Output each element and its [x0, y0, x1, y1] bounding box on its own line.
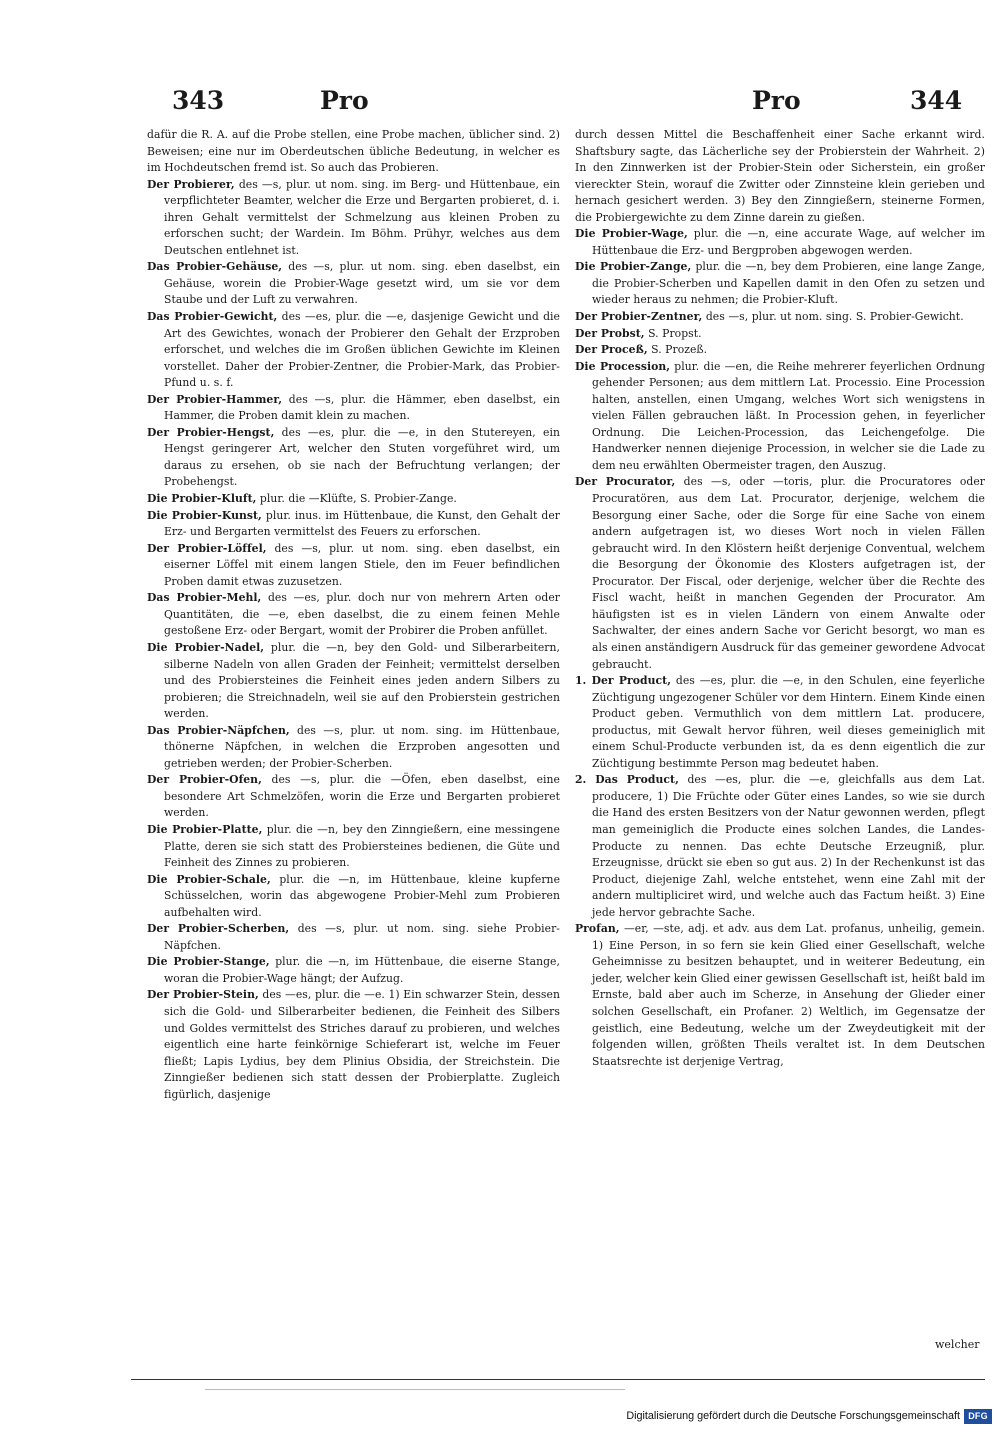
entry-text: S. Prozeß.: [647, 343, 708, 357]
entry-text: des —es, plur. die —e, in den Stutereyen, ein Hengst geringerer Art, welcher den Stuten vorgeführet wird, um daraus zu ersehen, ob sie nach der Befruchtung verlangen; der Probehengst.: [164, 425, 560, 489]
dictionary-entry: [147, 772, 560, 822]
entry-text: des —s, plur. ut nom. sing. siehe Probier-Näpfchen.: [164, 922, 561, 952]
dictionary-entry: [147, 822, 560, 872]
dictionary-entry: [147, 723, 560, 773]
entry-headword: Die Probier-Nadel,: [147, 640, 265, 654]
entry-headword: 1. Der Product,: [575, 674, 671, 688]
entry-headword: Die Procession,: [575, 359, 671, 373]
dictionary-entry: [147, 177, 560, 260]
entry-text: S. Propst.: [644, 326, 702, 340]
dictionary-entry: [575, 309, 985, 326]
entry-headword: Der Probier-Stein,: [147, 988, 259, 1002]
entry-headword: Die Probier-Wage,: [575, 227, 688, 241]
dictionary-entry: [147, 640, 560, 723]
dictionary-entry: [147, 541, 560, 591]
dictionary-entry: [147, 872, 560, 922]
entry-headword: Die Probier-Kunst,: [147, 508, 262, 522]
entry-headword: Das Probier-Gewicht,: [147, 310, 278, 324]
entry-text: des —s, plur. ut nom. sing. eben daselbst, ein eiserner Löffel mit einem langen Stiele, den im Feuer befindlichen Proben damit etwas zuzusetzen.: [164, 541, 560, 588]
dictionary-entry: [575, 772, 985, 921]
dictionary-entry: [575, 342, 985, 359]
entry-headword: Die Probier-Platte,: [147, 822, 263, 836]
dictionary-entry: [147, 425, 560, 491]
entry-text: des —es, plur. die —e, dasjenige Gewicht und die Art des Gewichtes, wonach der Probierer den Gehalt der Erzproben erforschet, und welches die im Großen üblichen Gewichte im Kleinen vorstellet. Daher der Probier-Zentner, die Probier-Mark, das Probier-Pfund u. s. f.: [164, 310, 560, 390]
entry-headword: Der Probier-Hammer,: [147, 392, 283, 406]
page-rule-faint: [205, 1389, 625, 1390]
entry-text: plur. die —n, im Hüttenbaue, kleine kupferne Schüsselchen, worin das abgewogene Probier-Mehl zum Probieren aufbehalten wird.: [164, 872, 561, 919]
footer: [0, 1408, 1000, 1430]
entry-headword: Das Probier-Gehäuse,: [147, 260, 283, 274]
running-head-right: Pro: [752, 86, 801, 115]
entry-text: des —s, plur. ut nom. sing. im Hüttenbaue, thönerne Näpfchen, in welchen die Erzproben angesotten und getrieben werden; der Probier-Scherben.: [164, 723, 561, 770]
dictionary-entry: [575, 359, 985, 475]
entry-text: des —s, plur. die Hämmer, eben daselbst, ein Hammer, die Proben damit klein zu machen.: [164, 392, 560, 423]
entry-text: des —es, plur. die —e, gleichfalls aus dem Lat. producere, 1) Die Früchte oder Güter eines Landes, so wie sie durch die Hand des ersten Besitzers von der Natur gewonnen werden, pflegt man gemeiniglich die Producte eines solchen Landes, die Landes-Producte zu nennen. Das echte Deutsche Erzeugniß, plur. Erzeugnisse, drückt sie eben so gut aus. 2) In der Rechenkunst ist das Product, diejenige Zahl, welche entstehet, wenn eine Zahl mit der andern multipliciret wird, und welche auch das Factum heißt. 3) Eine jede hervor gebrachte Sache.: [592, 773, 985, 919]
dictionary-entry: [147, 392, 560, 425]
dictionary-entry: [147, 590, 560, 640]
entry-headword: Der Probierer,: [147, 177, 235, 191]
entry-headword: Das Probier-Näpfchen,: [147, 723, 290, 737]
dictionary-entry: [147, 921, 560, 954]
dictionary-entry: [147, 259, 560, 309]
entry-headword: Die Probier-Kluft,: [147, 492, 257, 506]
entry-headword: Der Probier-Scherben,: [147, 922, 290, 936]
dictionary-entry: [147, 127, 560, 177]
dfg-logo-icon: DFG: [964, 1409, 992, 1424]
entry-text: plur. die —n, bey dem Probieren, eine lange Zange, die Probier-Scherben und Kapellen damit in den Ofen zu setzen und wieder heraus zu nehmen; die Probier-Kluft.: [592, 260, 985, 307]
page-number-right: 344: [910, 86, 963, 115]
entry-text: plur. die —en, die Reihe mehrerer feyerlichen Ordnung gehender Personen; aus dem mittlern Lat. Processio. Eine Procession halten, anstellen, einen Umgang, welches Wort sich wenigstens in vielen Fällen gebrauchen läßt. In Procession gehen, in feyerlicher Ordnung. Die Leichen-Procession, das Leichengefolge. Die Handwerker nennen diejenige Procession, in welcher sie die Lade zu dem neu erwählten Obermeister tragen, den Auszug.: [592, 359, 985, 472]
entry-headword: Der Probst,: [575, 326, 645, 340]
dictionary-entry: [147, 309, 560, 392]
entry-headword: Die Probier-Schale,: [147, 872, 271, 886]
entry-headword: Der Proceß,: [575, 343, 648, 357]
dictionary-entry: [575, 326, 985, 343]
left-column: [147, 127, 560, 1103]
entry-headword: Die Probier-Zange,: [575, 260, 692, 274]
dictionary-entry: [147, 491, 560, 508]
dictionary-entry: [147, 987, 560, 1103]
entry-text: des —es, plur. doch nur von mehrern Arten oder Quantitäten, die —e, eben daselbst, die zu einem feinen Mehle gestoßene Erz- oder Bergart, womit der Probirer die Proben anfüllet.: [164, 591, 560, 638]
entry-headword: 2. Das Product,: [575, 773, 679, 787]
dictionary-entry: [575, 673, 985, 772]
entry-text: des —es, plur. die —e, in den Schulen, eine feyerliche Züchtigung ungezogener Schüler vor dem Hintern. Einem Kinde einen Product geben. Vermuthlich von dem mittlern Lat. producere, productus, mit Gewalt hervor führen, weil dieses gemeiniglich mit einem Schul-Producte verbunden ist, da es denn eigentlich die zur Züchtigung bestimmte Person mag bedeutet haben.: [592, 674, 985, 770]
page-rule: [131, 1379, 985, 1380]
page-number-left: 343: [172, 86, 225, 115]
entry-text: plur. die —n, im Hüttenbaue, die eiserne Stange, woran die Probier-Wage hängt; der Aufzug.: [164, 955, 560, 985]
entry-headword: Profan,: [575, 922, 620, 936]
dictionary-entry: [575, 127, 985, 226]
digitization-credit: Digitalisierung gefördert durch die Deutsche Forschungsgemeinschaft: [626, 1410, 960, 1422]
entry-headword: Das Probier-Mehl,: [147, 591, 262, 605]
entry-headword: Der Probier-Ofen,: [147, 773, 262, 787]
dictionary-entry: [575, 259, 985, 309]
entry-headword: Der Procurator,: [575, 475, 676, 489]
entry-text: des —s, plur. ut nom. sing. im Berg- und Hüttenbaue, ein verpflichteter Beamter, welcher die Erze und Bergarten probieret, d. i. ihren Gehalt vermittelst der Schmelzung aus kleinen Proben zu erforschen sucht; der Wardein. Im Böhm. Prühyr, welches aus dem Deutschen entlehnet ist.: [164, 177, 560, 257]
entry-text: des —s, plur. ut nom. sing. eben daselbst, ein Gehäuse, worein die Probier-Wage gesetzt wird, um sie vor dem Staube und der Luft zu verwahren.: [164, 260, 561, 307]
entry-headword: Der Probier-Hengst,: [147, 425, 275, 439]
running-head-left: Pro: [320, 86, 369, 115]
entry-text: plur. die —n, bey den Zinngießern, eine messingene Platte, deren sie sich statt des Probiersteines bedienen, die Güte und Feinheit des Zinnes zu probieren.: [164, 822, 560, 870]
entry-text: —er, —ste, adj. et adv. aus dem Lat. profanus, unheilig, gemein. 1) Eine Person, in so fern sie kein Glied einer Gesellschaft, welche Geheimnisse zu besitzen behauptet, und in weiterer Bedeutung, ein jeder, welcher kein Glied einer gewissen Gesellschaft ist, heißt bald im Ernste, bald aber auch im Scherze, in Ansehung der Glieder einer solchen Gesellschaft, ein Profaner. 2) Weltlich, im Gegensatze der geistlich, eine Bedeutung, welche um der Zweydeutigkeit mit der folgenden willen, größten Theils veraltet ist. In dem Deutschen Staatsrechte ist derjenige Vertrag,: [592, 922, 985, 1068]
dictionary-entry: [575, 921, 985, 1070]
dictionary-entry: [575, 474, 985, 673]
entry-text: des —es, plur. die —e. 1) Ein schwarzer Stein, dessen sich die Gold- und Silberarbeiter bedienen, die Feinheit des Silbers und Goldes vermittelst des Striches darauf zu probieren, und welches eigentlich eine harte feinkörnige Schieferart ist, welche im Feuer fließt; Lapis Lydius, bey dem Plinius Obsidia, der Streichstein. Die Zinngießer bedienen sich statt dessen der Probierplatte. Zugleich figürlich, dasjenige: [164, 988, 560, 1101]
entry-text: des —s, plur. die —Öfen, eben daselbst, eine besondere Art Schmelzöfen, worin die Erze und Bergarten probieret werden.: [164, 773, 560, 820]
entry-headword: Die Probier-Stange,: [147, 955, 270, 969]
entry-text: dafür die R. A. auf die Probe stellen, eine Probe machen, üblicher sind. 2) Beweisen; eine nur im Oberdeutschen übliche Bedeutung, in welcher es im Hochdeutschen fremd ist. So auch das Probieren.: [147, 128, 560, 175]
entry-text: plur. inus. im Hüttenbaue, die Kunst, den Gehalt der Erz- und Bergarten vermittelst des Feuers zu erforschen.: [164, 508, 560, 539]
entry-text: plur. die —n, eine accurate Wage, auf welcher im Hüttenbaue die Erz- und Bergproben abgewogen werden.: [592, 227, 985, 257]
dictionary-entry: [575, 226, 985, 259]
dictionary-entry: [147, 954, 560, 987]
catchword: welcher: [935, 1338, 980, 1351]
entry-headword: Der Probier-Löffel,: [147, 541, 267, 555]
entry-text: durch dessen Mittel die Beschaffenheit einer Sache erkannt wird. Shaftsbury sagte, das Lächerliche sey der Probierstein der Wahrheit. 2) In den Zinnwerken ist der Probier-Stein oder Sicherstein, ein großer viereckter Stein, worauf die Zwitter oder Zinnsteine klein gerieben und hernach gesichert werden. 3) Bey den Zinngießern, steinerne Formen, die Probiergewichte zu dem Zinne darein zu gießen.: [575, 128, 985, 224]
entry-text: des —s, oder —toris, plur. die Procuratores oder Procuratören, aus dem Lat. Procurator, derjenige, welchem die Besorgung einer Sache, oder die Sorge für eine Sache von einem andern aufgetragen ist, wo dieses Wort noch in vielen Fällen gebraucht wird. In den Klöstern heißt derjenige Conventual, welchem die Besorgung der Ökonomie des Klosters aufgetragen ist, der Procurator. Der Fiscal, oder derjenige, welcher über die Rechte des Fiscl wacht, heißt in manchen Gegenden der Procurator. Am häufigsten ist es in vielen Ländern von einem Anwalte oder Sachwalter, der eines andern Sache vor Gericht besorgt, wo man es als einen anständigern Ausdruck für das gemeiner gewordene Advocat gebraucht.: [592, 475, 985, 671]
entry-headword: Der Probier-Zentner,: [575, 310, 703, 324]
dictionary-entry: [147, 508, 560, 541]
entry-text: des —s, plur. ut nom. sing. S. Probier-Gewicht.: [702, 310, 964, 324]
page-header: [145, 86, 965, 126]
entry-text: plur. die —Klüfte, S. Probier-Zange.: [256, 492, 457, 506]
right-column: [575, 127, 985, 1070]
entry-text: plur. die —n, bey den Gold- und Silberarbeitern, silberne Nadeln von allen Graden der Feinheit; vermittelst derselben und des Probiersteines die Feinheit eines jeden andern Silbers zu probieren; die Streichnadeln, weil sie auf den Probierstein gestrichen werden.: [164, 640, 560, 721]
